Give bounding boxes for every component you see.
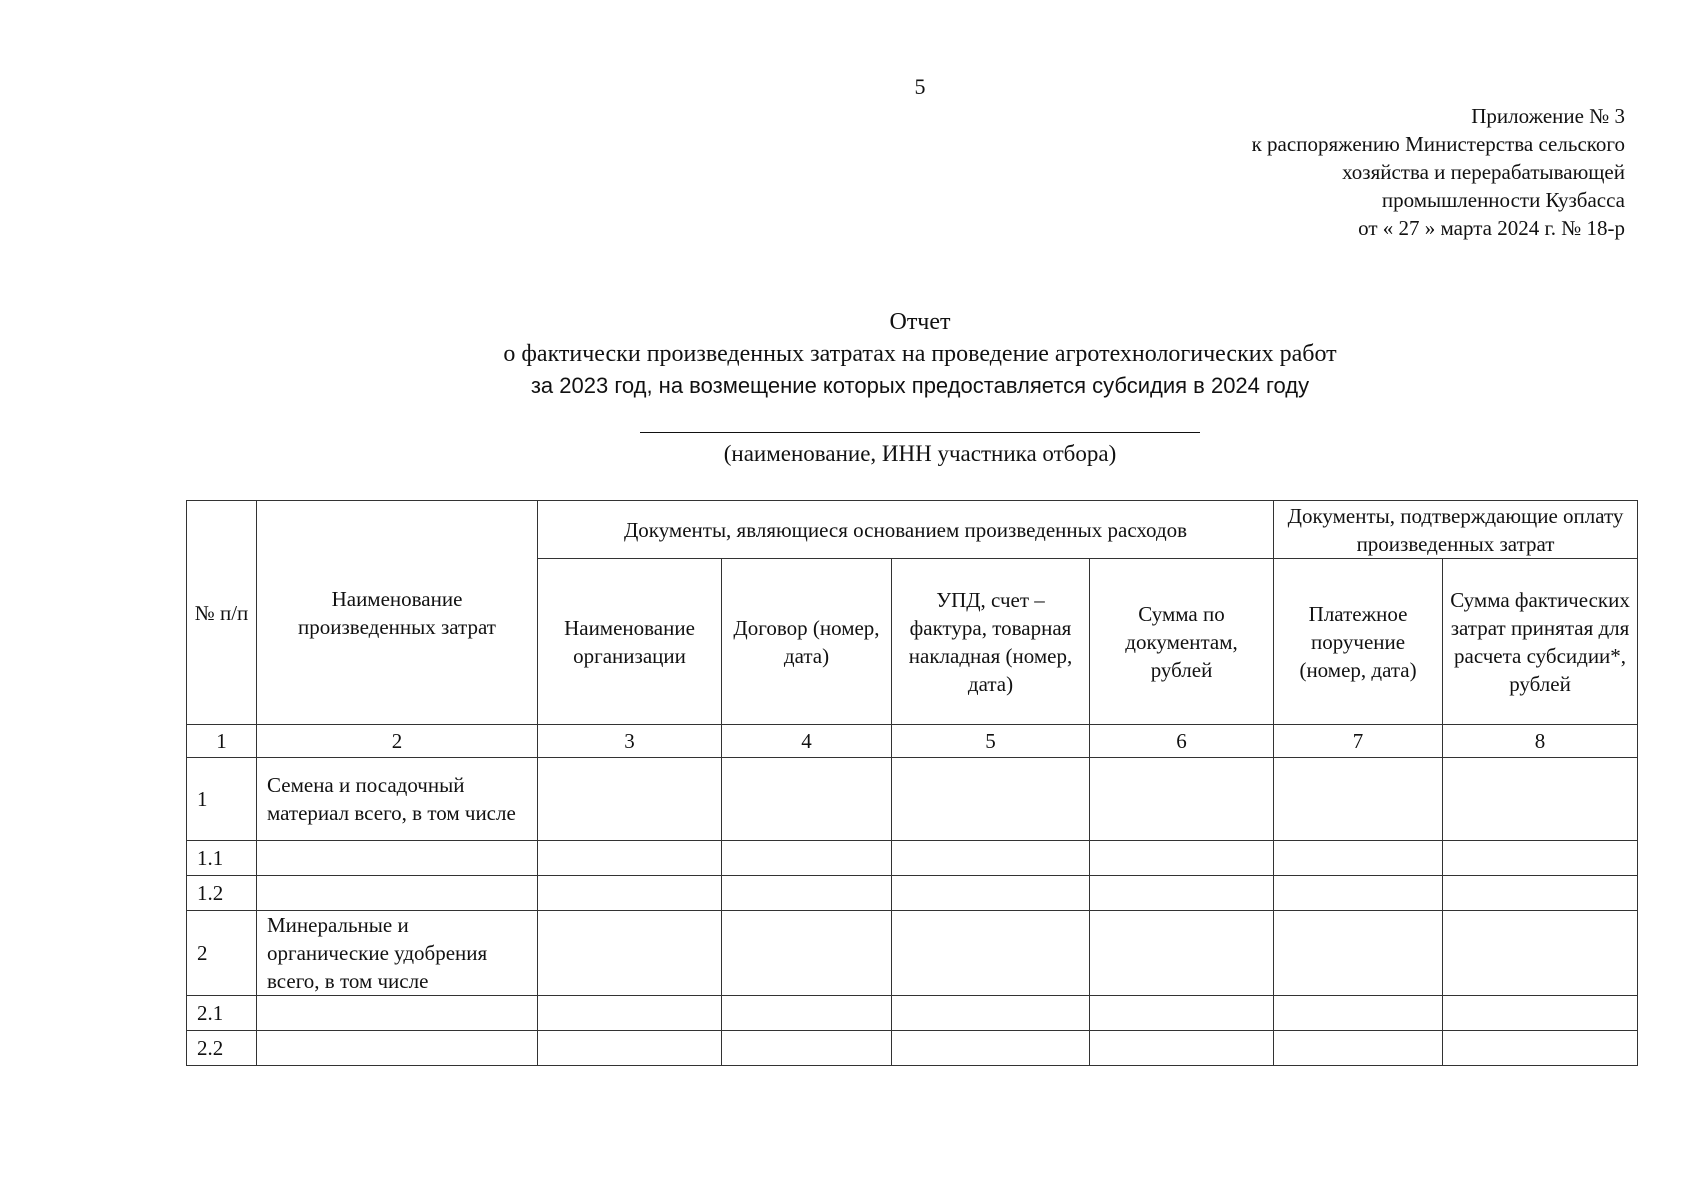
- cell-payment-order[interactable]: [1274, 1031, 1443, 1066]
- column-number: 3: [538, 725, 722, 758]
- table-row: [187, 841, 1638, 876]
- header-payment-order: Платежное поручение (номер, дата): [1274, 559, 1443, 725]
- appendix-line: к распоряжению Министерства сельского: [1251, 132, 1625, 156]
- row-cost-name[interactable]: [257, 996, 538, 1031]
- cell-upd-invoice[interactable]: [892, 841, 1090, 876]
- cell-sum-for-subsidy[interactable]: [1443, 911, 1638, 996]
- participant-blank-line: [640, 430, 1200, 433]
- header-sum-for-subsidy: Сумма фактических затрат принятая для расчета субсидии*, рублей: [1443, 559, 1638, 725]
- report-title: [0, 306, 1697, 402]
- cell-payment-order[interactable]: [1274, 911, 1443, 996]
- cell-sum-by-docs[interactable]: [1090, 758, 1274, 841]
- cell-organization[interactable]: [538, 996, 722, 1031]
- header-cost-name: Наименование произведенных затрат: [257, 501, 538, 725]
- column-number: 2: [257, 725, 538, 758]
- cell-contract[interactable]: [722, 1031, 892, 1066]
- cell-contract[interactable]: [722, 876, 892, 911]
- column-number: 6: [1090, 725, 1274, 758]
- row-cost-name[interactable]: [257, 841, 538, 876]
- cell-upd-invoice[interactable]: [892, 876, 1090, 911]
- page-number: 5: [914, 74, 926, 99]
- column-number: 8: [1443, 725, 1638, 758]
- row-number: 1.2: [187, 876, 257, 911]
- appendix-line: от « 27 » марта 2024 г. № 18-р: [1358, 216, 1625, 240]
- header-sum-by-docs: Сумма по документам, рублей: [1090, 559, 1274, 725]
- report-table: [186, 500, 1638, 1066]
- title-line-2: о фактически произведенных затратах на проведение агротехнологических работ: [503, 341, 1337, 367]
- cell-organization[interactable]: [538, 758, 722, 841]
- cell-organization[interactable]: [538, 876, 722, 911]
- cell-contract[interactable]: [722, 841, 892, 876]
- row-cost-name: Семена и посадочный материал всего, в том числе: [257, 758, 538, 841]
- cell-organization[interactable]: [538, 911, 722, 996]
- appendix-line: промышленности Кузбасса: [1381, 188, 1625, 212]
- row-cost-name: Минеральные и органические удобрения всего, в том числе: [257, 911, 538, 996]
- participant-caption: (наименование, ИНН участника отбора): [723, 441, 1117, 466]
- participant-field: [640, 430, 1200, 467]
- cell-contract[interactable]: [722, 996, 892, 1031]
- cell-organization[interactable]: [538, 841, 722, 876]
- cell-upd-invoice[interactable]: [892, 911, 1090, 996]
- cell-sum-for-subsidy[interactable]: [1443, 758, 1638, 841]
- table-row: [187, 996, 1638, 1031]
- column-number: 7: [1274, 725, 1443, 758]
- title-line-1: Отчет: [889, 309, 951, 335]
- header-group-payment-docs: Документы, подтверждающие оплату произведенных затрат: [1274, 501, 1638, 559]
- table-row: [187, 911, 1638, 996]
- row-number: 2.2: [187, 1031, 257, 1066]
- row-number: 1: [187, 758, 257, 841]
- header-upd-invoice: УПД, счет – фактура, товарная накладная (номер, дата): [892, 559, 1090, 725]
- cell-upd-invoice[interactable]: [892, 996, 1090, 1031]
- table-row: [187, 758, 1638, 841]
- cell-sum-by-docs[interactable]: [1090, 876, 1274, 911]
- row-number: 1.1: [187, 841, 257, 876]
- header-organization: Наименование организации: [538, 559, 722, 725]
- cell-sum-by-docs[interactable]: [1090, 996, 1274, 1031]
- row-cost-name[interactable]: [257, 1031, 538, 1066]
- cell-organization[interactable]: [538, 1031, 722, 1066]
- header-no: № п/п: [187, 501, 257, 725]
- column-number: 5: [892, 725, 1090, 758]
- row-cost-name[interactable]: [257, 876, 538, 911]
- column-number: 4: [722, 725, 892, 758]
- cell-payment-order[interactable]: [1274, 876, 1443, 911]
- column-number: 1: [187, 725, 257, 758]
- cell-sum-for-subsidy[interactable]: [1443, 841, 1638, 876]
- cell-sum-for-subsidy[interactable]: [1443, 1031, 1638, 1066]
- header-contract: Договор (номер, дата): [722, 559, 892, 725]
- cell-sum-by-docs[interactable]: [1090, 911, 1274, 996]
- cell-sum-by-docs[interactable]: [1090, 1031, 1274, 1066]
- title-line-3: за 2023 год, на возмещение которых предоставляется субсидия в 2024 году: [530, 373, 1310, 398]
- row-number: 2: [187, 911, 257, 996]
- cell-sum-by-docs[interactable]: [1090, 841, 1274, 876]
- cell-contract[interactable]: [722, 911, 892, 996]
- cell-upd-invoice[interactable]: [892, 758, 1090, 841]
- appendix-block: [1252, 102, 1625, 242]
- cell-payment-order[interactable]: [1274, 758, 1443, 841]
- cell-sum-for-subsidy[interactable]: [1443, 876, 1638, 911]
- table-row: [187, 1031, 1638, 1066]
- appendix-line: Приложение № 3: [1471, 104, 1625, 128]
- cell-payment-order[interactable]: [1274, 996, 1443, 1031]
- header-group-basis-docs: Документы, являющиеся основанием произведенных расходов: [538, 501, 1274, 559]
- row-number: 2.1: [187, 996, 257, 1031]
- cell-sum-for-subsidy[interactable]: [1443, 996, 1638, 1031]
- appendix-line: хозяйства и перерабатывающей: [1342, 160, 1625, 184]
- cell-payment-order[interactable]: [1274, 841, 1443, 876]
- cell-upd-invoice[interactable]: [892, 1031, 1090, 1066]
- table-row: [187, 876, 1638, 911]
- cell-contract[interactable]: [722, 758, 892, 841]
